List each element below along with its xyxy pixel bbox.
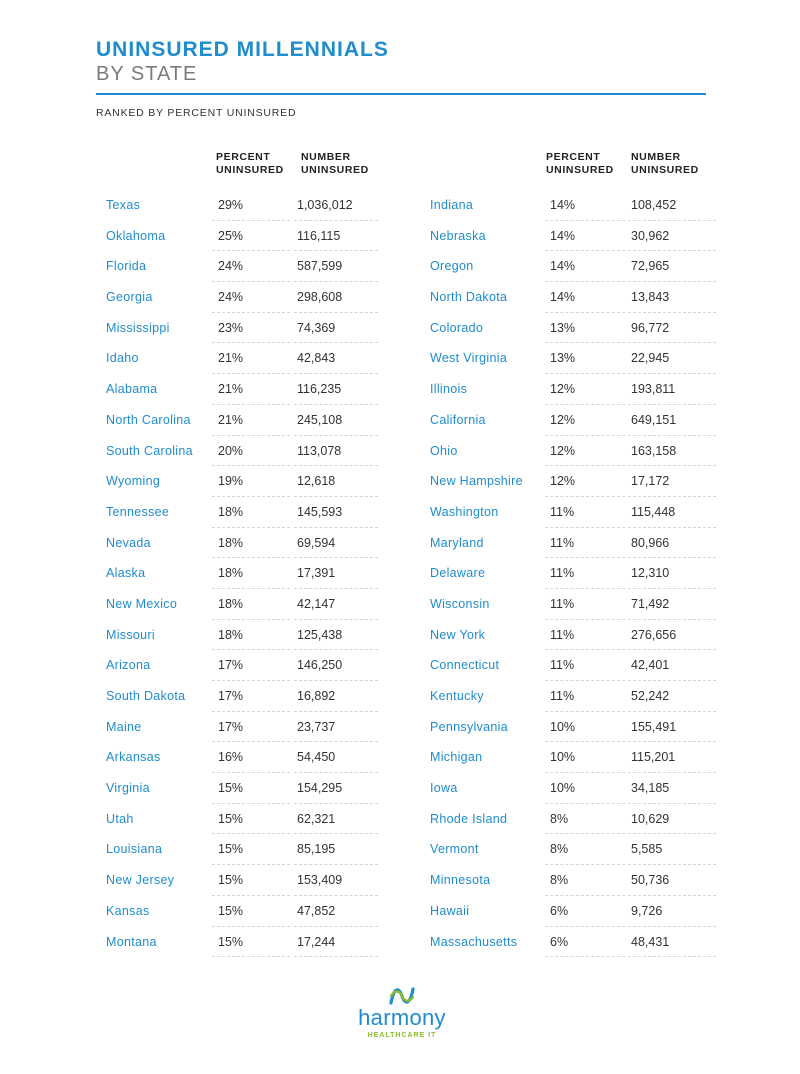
row-divider <box>545 895 625 896</box>
percent-uninsured: 15% <box>218 873 244 888</box>
state-name: Colorado <box>430 320 484 335</box>
number-uninsured: 5,585 <box>631 842 663 857</box>
state-name: Idaho <box>106 351 139 366</box>
state-name: Illinois <box>430 382 468 397</box>
row-divider <box>294 926 378 927</box>
row-divider <box>294 435 378 436</box>
state-name: Kansas <box>106 903 150 918</box>
row-divider <box>212 557 290 558</box>
state-name: Rhode Island <box>430 811 508 826</box>
row-divider <box>545 373 625 374</box>
percent-uninsured: 21% <box>218 382 244 397</box>
number-uninsured: 80,966 <box>631 535 670 550</box>
row-divider <box>294 281 378 282</box>
state-name: Mississippi <box>106 320 170 335</box>
state-name: Ohio <box>430 443 458 458</box>
percent-uninsured: 18% <box>218 504 244 519</box>
row-divider <box>212 772 290 773</box>
row-divider <box>212 250 290 251</box>
number-uninsured: 50,736 <box>631 873 670 888</box>
number-uninsured: 23,737 <box>297 719 336 734</box>
row-divider <box>212 649 290 650</box>
number-uninsured: 71,492 <box>631 596 670 611</box>
number-uninsured: 163,158 <box>631 443 677 458</box>
state-name: Nebraska <box>430 228 486 243</box>
row-divider <box>628 588 716 589</box>
row-divider <box>545 435 625 436</box>
state-name: New Hampshire <box>430 474 523 489</box>
row-divider <box>628 926 716 927</box>
row-divider <box>545 496 625 497</box>
row-divider <box>294 496 378 497</box>
number-uninsured: 113,078 <box>297 443 342 458</box>
percent-uninsured: 15% <box>218 903 244 918</box>
percent-uninsured: 6% <box>550 934 569 949</box>
number-uninsured: 9,726 <box>631 903 663 918</box>
percent-uninsured: 14% <box>550 228 576 243</box>
subtitle: RANKED BY PERCENT UNINSURED <box>96 107 297 119</box>
right-percent-header <box>546 151 614 177</box>
row-divider <box>628 281 716 282</box>
percent-uninsured: 24% <box>218 290 244 305</box>
state-name: Minnesota <box>430 873 491 888</box>
row-divider <box>628 741 716 742</box>
row-divider <box>294 956 378 957</box>
row-divider <box>545 833 625 834</box>
row-divider <box>212 435 290 436</box>
row-divider <box>294 527 378 528</box>
row-divider <box>212 680 290 681</box>
number-uninsured: 47,852 <box>297 903 336 918</box>
row-divider <box>545 956 625 957</box>
state-name: Alabama <box>106 382 158 397</box>
state-name: Oregon <box>430 259 474 274</box>
number-uninsured: 42,843 <box>297 351 336 366</box>
number-uninsured: 649,151 <box>631 412 677 427</box>
state-name: North Dakota <box>430 290 508 305</box>
number-uninsured: 30,962 <box>631 228 670 243</box>
number-uninsured: 12,310 <box>631 566 670 581</box>
row-divider <box>628 435 716 436</box>
row-divider <box>294 711 378 712</box>
row-divider <box>294 250 378 251</box>
row-divider <box>294 649 378 650</box>
row-divider <box>294 833 378 834</box>
number-uninsured: 587,599 <box>297 259 343 274</box>
row-divider <box>628 680 716 681</box>
row-divider <box>628 342 716 343</box>
left-number-header <box>301 151 369 177</box>
number-uninsured: 17,244 <box>297 934 336 949</box>
state-name: California <box>430 412 486 427</box>
row-divider <box>212 342 290 343</box>
percent-uninsured: 10% <box>550 781 576 796</box>
row-divider <box>212 741 290 742</box>
state-name: Utah <box>106 811 134 826</box>
row-divider <box>294 803 378 804</box>
row-divider <box>545 557 625 558</box>
row-divider <box>628 803 716 804</box>
row-divider <box>545 588 625 589</box>
percent-uninsured: 14% <box>550 290 576 305</box>
row-divider <box>212 527 290 528</box>
row-divider <box>212 404 290 405</box>
row-divider <box>628 404 716 405</box>
percent-uninsured: 11% <box>550 566 575 581</box>
number-uninsured: 12,618 <box>297 474 336 489</box>
state-name: Georgia <box>106 290 153 305</box>
row-divider <box>212 588 290 589</box>
row-divider <box>294 465 378 466</box>
percent-uninsured: 6% <box>550 903 569 918</box>
number-uninsured: 17,391 <box>297 566 336 581</box>
harmony-logo <box>352 985 452 1045</box>
row-divider <box>212 833 290 834</box>
row-divider <box>628 527 716 528</box>
percent-uninsured: 12% <box>550 474 576 489</box>
left-percent-header <box>216 151 284 177</box>
row-divider <box>545 250 625 251</box>
state-name: Alaska <box>106 566 146 581</box>
row-divider <box>628 312 716 313</box>
number-uninsured: 22,945 <box>631 351 670 366</box>
row-divider <box>628 465 716 466</box>
row-divider <box>628 711 716 712</box>
percent-uninsured: 11% <box>550 504 575 519</box>
row-divider <box>628 895 716 896</box>
percent-uninsured: 15% <box>218 842 244 857</box>
row-divider <box>294 619 378 620</box>
percent-uninsured: 18% <box>218 566 244 581</box>
row-divider <box>212 956 290 957</box>
state-name: Texas <box>106 198 141 212</box>
right-percent-header-line1: PERCENT <box>546 151 601 163</box>
state-name: Virginia <box>106 781 150 796</box>
row-divider <box>545 741 625 742</box>
percent-uninsured: 14% <box>550 198 576 212</box>
number-uninsured: 155,491 <box>631 719 677 734</box>
number-uninsured: 146,250 <box>297 658 343 673</box>
row-divider <box>628 373 716 374</box>
number-uninsured: 42,401 <box>631 658 670 673</box>
state-name: Washington <box>430 504 499 519</box>
number-uninsured: 42,147 <box>297 596 336 611</box>
percent-uninsured: 12% <box>550 443 576 458</box>
percent-uninsured: 18% <box>218 596 244 611</box>
row-divider <box>212 619 290 620</box>
percent-uninsured: 12% <box>550 412 576 427</box>
state-name: Michigan <box>430 750 483 765</box>
row-divider <box>212 312 290 313</box>
state-name: North Carolina <box>106 412 191 427</box>
percent-uninsured: 8% <box>550 811 569 826</box>
row-divider <box>545 220 625 221</box>
row-divider <box>212 373 290 374</box>
row-divider <box>294 312 378 313</box>
percent-uninsured: 8% <box>550 873 569 888</box>
number-uninsured: 145,593 <box>297 504 343 519</box>
state-name: Maryland <box>430 535 484 550</box>
state-name: Iowa <box>430 781 458 796</box>
number-uninsured: 48,431 <box>631 934 670 949</box>
number-uninsured: 85,195 <box>297 842 336 857</box>
percent-uninsured: 24% <box>218 259 244 274</box>
number-uninsured: 116,115 <box>297 228 341 243</box>
number-uninsured: 17,172 <box>631 474 670 489</box>
row-divider <box>212 803 290 804</box>
state-name: New York <box>430 627 486 642</box>
row-divider <box>628 864 716 865</box>
row-divider <box>294 588 378 589</box>
row-divider <box>294 342 378 343</box>
number-uninsured: 69,594 <box>297 535 336 550</box>
number-uninsured: 74,369 <box>297 320 336 335</box>
percent-uninsured: 11% <box>550 658 575 673</box>
row-divider <box>545 926 625 927</box>
state-name: New Mexico <box>106 596 178 611</box>
row-divider <box>294 864 378 865</box>
percent-uninsured: 13% <box>550 320 576 335</box>
row-divider <box>545 680 625 681</box>
percent-uninsured: 17% <box>218 719 244 734</box>
row-divider <box>212 895 290 896</box>
percent-uninsured: 13% <box>550 351 576 366</box>
number-uninsured: 153,409 <box>297 873 343 888</box>
row-divider <box>545 864 625 865</box>
percent-uninsured: 15% <box>218 781 244 796</box>
row-divider <box>212 926 290 927</box>
number-uninsured: 10,629 <box>631 811 670 826</box>
percent-uninsured: 21% <box>218 412 244 427</box>
row-divider <box>212 711 290 712</box>
left-number-header-line2: UNINSURED <box>301 164 369 176</box>
row-divider <box>294 680 378 681</box>
percent-uninsured: 15% <box>218 934 244 949</box>
state-name: Florida <box>106 259 147 274</box>
row-divider <box>628 833 716 834</box>
row-divider <box>628 772 716 773</box>
percent-uninsured: 15% <box>218 811 244 826</box>
state-name: Pennsylvania <box>430 719 508 734</box>
row-divider <box>545 619 625 620</box>
row-divider <box>545 312 625 313</box>
number-uninsured: 16,892 <box>297 689 336 703</box>
percent-uninsured: 25% <box>218 228 244 243</box>
state-name: Arizona <box>106 658 151 673</box>
row-divider <box>294 404 378 405</box>
row-divider <box>212 465 290 466</box>
percent-uninsured: 18% <box>218 535 244 550</box>
row-divider <box>628 956 716 957</box>
state-name: Delaware <box>430 566 486 581</box>
percent-uninsured: 19% <box>218 474 244 489</box>
state-name: Montana <box>106 934 157 949</box>
state-name: Wyoming <box>106 474 161 489</box>
row-divider <box>212 496 290 497</box>
state-name: South Dakota <box>106 689 186 703</box>
row-divider <box>628 557 716 558</box>
state-name: Missouri <box>106 627 155 642</box>
percent-uninsured: 17% <box>218 658 244 673</box>
row-divider <box>294 373 378 374</box>
percent-uninsured: 20% <box>218 443 244 458</box>
row-divider <box>545 527 625 528</box>
percent-uninsured: 11% <box>550 596 575 611</box>
percent-uninsured: 17% <box>218 689 244 703</box>
row-divider <box>545 465 625 466</box>
number-uninsured: 193,811 <box>631 382 676 397</box>
state-name: West Virginia <box>430 351 508 366</box>
logo-tagline: HEALTHCARE IT <box>367 1032 437 1039</box>
title-line-1: UNINSURED MILLENNIALS <box>96 38 389 61</box>
number-uninsured: 62,321 <box>297 811 336 826</box>
percent-uninsured: 16% <box>218 750 244 765</box>
percent-uninsured: 12% <box>550 382 576 397</box>
state-name: Maine <box>106 719 142 734</box>
right-number-header <box>631 151 699 177</box>
number-uninsured: 115,201 <box>631 750 676 765</box>
state-name: Tennessee <box>106 504 170 519</box>
state-name: Kentucky <box>430 689 484 703</box>
row-divider <box>545 342 625 343</box>
number-uninsured: 72,965 <box>631 259 670 274</box>
state-name: Louisiana <box>106 842 163 857</box>
row-divider <box>294 741 378 742</box>
row-divider <box>294 220 378 221</box>
number-uninsured: 154,295 <box>297 781 343 796</box>
logo-wordmark: harmony <box>358 1005 446 1030</box>
left-number-header-line1: NUMBER <box>301 151 351 163</box>
row-divider <box>545 711 625 712</box>
row-divider <box>545 772 625 773</box>
row-divider <box>212 864 290 865</box>
number-uninsured: 245,108 <box>297 412 343 427</box>
harmony-swoosh-icon <box>388 985 416 1007</box>
row-divider <box>294 895 378 896</box>
percent-uninsured: 29% <box>218 198 244 212</box>
state-name: Vermont <box>430 842 479 857</box>
title-divider <box>96 93 706 95</box>
row-divider <box>212 281 290 282</box>
state-name: Oklahoma <box>106 228 166 243</box>
right-number-header-line2: UNINSURED <box>631 164 699 176</box>
percent-uninsured: 11% <box>550 689 575 703</box>
row-divider <box>628 496 716 497</box>
number-uninsured: 108,452 <box>631 198 677 212</box>
state-name: New Jersey <box>106 873 175 888</box>
state-name: South Carolina <box>106 443 193 458</box>
state-name: Nevada <box>106 535 151 550</box>
row-divider <box>545 649 625 650</box>
state-name: Connecticut <box>430 658 500 673</box>
row-divider <box>628 649 716 650</box>
number-uninsured: 34,185 <box>631 781 670 796</box>
row-divider <box>628 220 716 221</box>
row-divider <box>294 772 378 773</box>
row-divider <box>628 250 716 251</box>
number-uninsured: 54,450 <box>297 750 336 765</box>
number-uninsured: 1,036,012 <box>297 198 353 212</box>
percent-uninsured: 10% <box>550 750 576 765</box>
percent-uninsured: 18% <box>218 627 244 642</box>
number-uninsured: 52,242 <box>631 689 670 703</box>
state-name: Indiana <box>430 198 474 212</box>
percent-uninsured: 14% <box>550 259 576 274</box>
row-divider <box>545 803 625 804</box>
number-uninsured: 13,843 <box>631 290 670 305</box>
state-name: Massachusetts <box>430 934 518 949</box>
row-divider <box>545 281 625 282</box>
row-divider <box>545 404 625 405</box>
number-uninsured: 125,438 <box>297 627 343 642</box>
percent-uninsured: 10% <box>550 719 576 734</box>
row-divider <box>212 220 290 221</box>
number-uninsured: 115,448 <box>631 504 676 519</box>
number-uninsured: 116,235 <box>297 382 342 397</box>
right-number-header-line1: NUMBER <box>631 151 681 163</box>
state-name: Hawaii <box>430 903 470 918</box>
number-uninsured: 276,656 <box>631 627 677 642</box>
percent-uninsured: 11% <box>550 535 575 550</box>
state-name: Arkansas <box>106 750 161 765</box>
left-percent-header-line1: PERCENT <box>216 151 271 163</box>
state-name: Wisconsin <box>430 596 490 611</box>
percent-uninsured: 23% <box>218 320 244 335</box>
right-percent-header-line2: UNINSURED <box>546 164 614 176</box>
percent-uninsured: 21% <box>218 351 244 366</box>
percent-uninsured: 11% <box>550 627 575 642</box>
left-percent-header-line2: UNINSURED <box>216 164 284 176</box>
title-line-2: BY STATE <box>96 63 198 85</box>
number-uninsured: 96,772 <box>631 320 670 335</box>
row-divider <box>294 557 378 558</box>
row-divider <box>628 619 716 620</box>
percent-uninsured: 8% <box>550 842 569 857</box>
number-uninsured: 298,608 <box>297 290 343 305</box>
